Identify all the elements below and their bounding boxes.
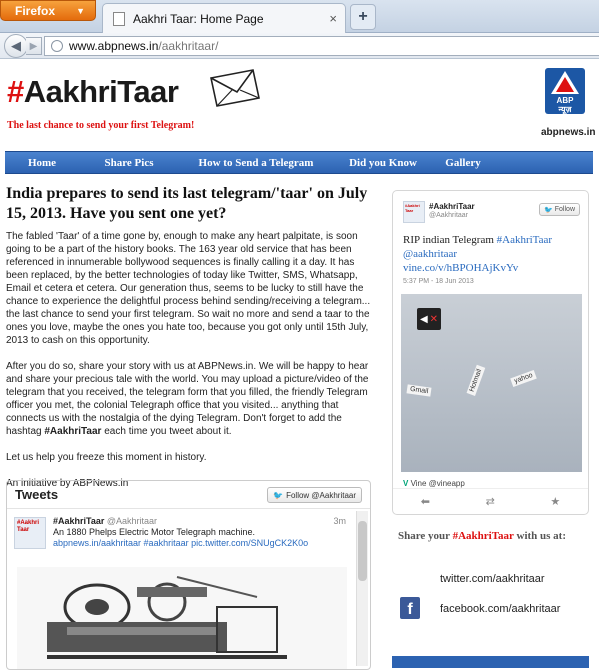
follow-label: Follow [554, 206, 575, 213]
abp-logo[interactable] [545, 68, 585, 114]
mute-icon[interactable]: ◀ ✕ [417, 308, 441, 330]
twitter-link[interactable]: twitter.com/aakhritaar [440, 573, 545, 585]
tab-title: Aakhri Taar: Home Page [133, 11, 264, 26]
embed-mention-link[interactable]: @aakhritaar [403, 248, 458, 260]
abp-triangle-icon [545, 68, 585, 98]
new-tab-button[interactable]: + [350, 4, 376, 30]
embed-date[interactable]: 5:37 PM - 18 Jun 2013 [403, 278, 474, 285]
tweet-user[interactable] [53, 516, 157, 526]
retweet-icon[interactable]: ⇄ [485, 495, 495, 508]
embed-vine-link[interactable]: vine.co/v/hBPOHAjKvYv [403, 262, 519, 274]
facebook-icon[interactable]: f [400, 597, 420, 619]
paper-hotmail: Hotmail [467, 365, 486, 396]
embed-text-plain: RIP indian Telegram [403, 234, 497, 246]
follow-button[interactable] [267, 487, 362, 503]
page-icon [113, 12, 125, 26]
chevron-down-icon: ▼ [76, 6, 85, 16]
embed-follow-button[interactable] [539, 203, 580, 216]
menu-item-gallery[interactable]: Gallery [445, 156, 481, 169]
tweets-scrollbar[interactable] [356, 511, 368, 666]
url-path: /aakhritaar/ [158, 39, 219, 53]
embed-username[interactable]: #AakhriTaar [429, 202, 475, 211]
abp-label: ABP [556, 96, 574, 105]
browser-tab-bar [0, 0, 599, 33]
firefox-menu-label: Firefox [15, 3, 56, 18]
article-paragraph: The fabled 'Taar' of a time gone by, enough to make any heart palpitate, is soon going to be a part of the history books. The 163 year old service that has been referenced in innumerable bollywood sequences is finally calling it a day. It has been replaced, by the better technologies of today like Twitter, SMS, Whatsapp, Email et cetera et cetera. Our generation thus, seems to be lucky to still have the chance to experience the delightful process behind sending/receiving a telegram... the last chance to send your first telegram. So wait no more and send a taar to the ones you love, maybe the ones you hate too, because you got only until 15th July, 2013 to cash on this opportunity. [6, 231, 371, 346]
hashtag: #AakhriTaar [44, 426, 102, 437]
tweets-header [7, 481, 370, 509]
logo-text: AakhriTaar [23, 74, 179, 109]
web-page [0, 60, 599, 667]
close-icon[interactable]: × [329, 11, 337, 26]
tweet-links[interactable]: abpnews.in/aakhritaar #aakhritaar pic.twitter.com/SNUgCK2K0o [53, 538, 309, 548]
paragraph-text: each time you tweet about it. [101, 426, 232, 437]
tagline: The last chance to send your first Telegram! [7, 120, 195, 131]
tweet-body: An 1880 Phelps Electric Motor Telegraph machine. [53, 527, 255, 537]
menu-item-home[interactable]: Home [27, 156, 57, 169]
vine-video[interactable] [401, 294, 582, 472]
vine-label: Vine @vineapp [410, 479, 465, 488]
browser-tab[interactable] [102, 3, 346, 33]
share-hashtag: #AakhriTaar [452, 530, 514, 542]
forward-button[interactable] [26, 37, 42, 55]
main-menu [5, 151, 593, 174]
reply-icon[interactable]: ⬅ [420, 495, 430, 508]
favorite-icon[interactable]: ★ [550, 495, 561, 508]
back-arrow-icon: ◀ [11, 38, 21, 54]
globe-icon [51, 40, 63, 52]
facebook-link[interactable]: facebook.com/aakhritaar [440, 603, 561, 615]
tweet-handle: @Aakhritaar [106, 516, 158, 526]
back-button[interactable] [4, 34, 28, 58]
sidebar-bar [392, 656, 589, 668]
tweets-title: Tweets [15, 487, 59, 502]
abp-hindi-label: न्यूज़ [558, 105, 572, 114]
article-paragraph: An initiative by ABPNews.in [6, 478, 129, 489]
article-paragraph [6, 360, 378, 438]
tweet-item[interactable] [7, 509, 370, 669]
address-bar[interactable] [44, 36, 599, 56]
avatar[interactable]: #Aakhri Taar [403, 201, 425, 223]
menu-item-share-pics[interactable]: Share Pics [104, 156, 154, 169]
embedded-tweet [392, 190, 589, 515]
paper-yahoo: yahoo [510, 370, 537, 387]
paragraph-text: After you do so, share your story with us at ABPNews.in. We will be happy to hear and share your precious tale with the world. You may upload a picture/video of the telegram that you received, the telegram form that you filled, the friendly Telegram officer you met, the colonial Telegraph office that you visited... anything that connects us with the nostalgia of the dying Telegram. Don't forget to add the hashtag [6, 361, 369, 437]
paper-gmail: Gmail [406, 384, 431, 396]
embed-text [403, 233, 583, 275]
avatar[interactable]: #Aakhri Taar [14, 517, 46, 549]
embed-hashtag-link[interactable]: #AakhriTaar [496, 234, 553, 246]
article-paragraph: Let us help you freeze this moment in history. [6, 452, 207, 463]
site-logo[interactable] [7, 74, 178, 110]
tweet-text [53, 527, 343, 549]
abp-site-link[interactable]: abpnews.in [541, 127, 596, 138]
article-headline: India prepares to send its last telegram/'taar' on July 15, 2013. Have you sent one yet? [6, 185, 368, 222]
share-label [398, 530, 566, 542]
tweets-widget [6, 480, 371, 670]
telegraph-machine-image[interactable] [17, 567, 347, 670]
tweet-username: #AakhriTaar [53, 516, 105, 526]
tweet-actions [393, 488, 588, 514]
firefox-menu-button[interactable] [0, 0, 96, 21]
embed-handle[interactable]: @Aakhritaar [429, 212, 469, 219]
bird-icon: 🐦 [544, 206, 553, 214]
article-body [6, 230, 378, 503]
forward-arrow-icon: ▶ [29, 40, 38, 52]
share-prefix: Share your [398, 530, 453, 542]
bird-icon: 🐦 [273, 490, 284, 500]
follow-label: Follow @Aakhritaar [286, 490, 356, 500]
vine-attribution[interactable] [403, 479, 465, 488]
envelope-icon [209, 68, 261, 108]
browser-nav-bar [0, 33, 599, 59]
share-suffix: with us at: [513, 530, 567, 542]
menu-item-how-to-send[interactable]: How to Send a Telegram [198, 156, 314, 169]
menu-item-did-you-know[interactable]: Did you Know [349, 156, 417, 169]
scroll-thumb[interactable] [358, 521, 367, 581]
logo-hash: # [7, 74, 24, 109]
vine-icon: V [403, 479, 409, 488]
url-host: www.abpnews.in [69, 39, 159, 53]
tweet-time[interactable]: 3m [333, 516, 346, 526]
